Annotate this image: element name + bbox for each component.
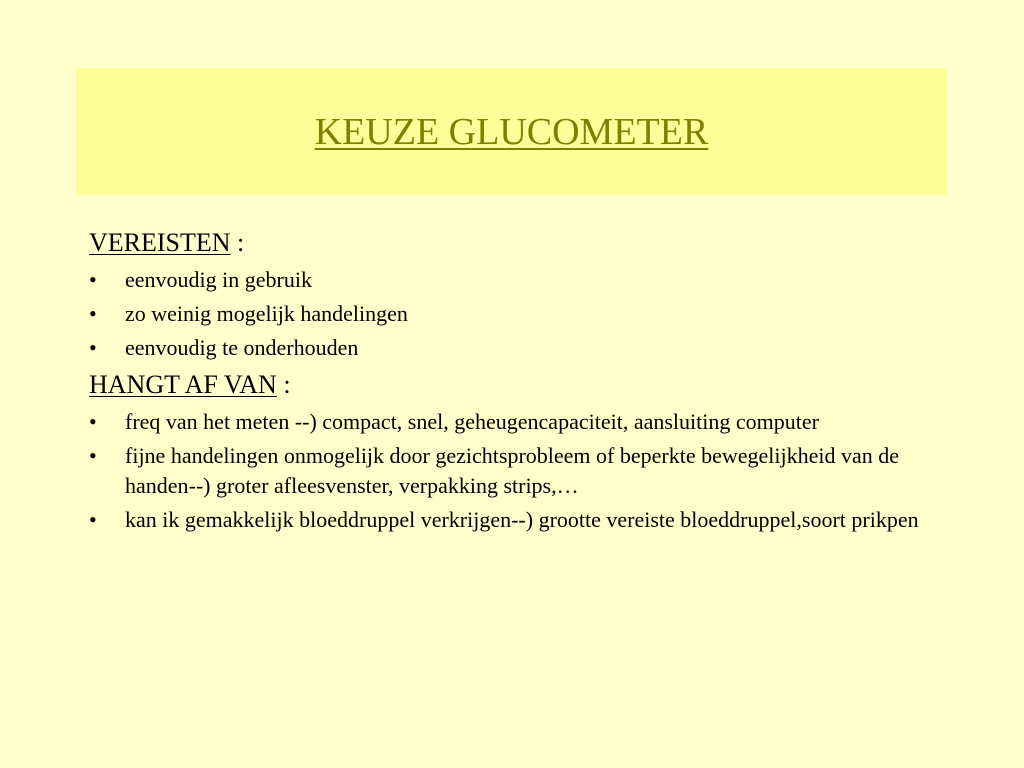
bullet-icon: • (89, 335, 97, 360)
list-item (89, 333, 939, 363)
list-item-text: freq van het meten --) compact, snel, geheugencapaciteit, aansluiting computer (125, 409, 819, 434)
list-item (89, 441, 939, 501)
list-item (89, 265, 939, 295)
list-item-text: kan ik gemakkelijk bloeddruppel verkrijgen--) grootte vereiste bloeddruppel,soort prikpen (125, 507, 919, 532)
bullet-icon: • (89, 443, 97, 468)
requirements-list (89, 265, 939, 363)
section-heading-label: HANGT AF VAN (89, 370, 277, 399)
section-heading-suffix: : (230, 228, 245, 257)
factors-list (89, 407, 939, 535)
bullet-icon: • (89, 507, 97, 532)
slide-content (89, 225, 939, 539)
section-heading-requirements (89, 225, 939, 261)
slide-title: KEUZE GLUCOMETER (314, 110, 709, 153)
bullet-icon: • (89, 301, 97, 326)
list-item-text: zo weinig mogelijk handelingen (125, 301, 408, 326)
list-item-text: eenvoudig te onderhouden (125, 335, 359, 360)
list-item-text: fijne handelingen onmogelijk door gezichtsprobleem of beperkte bewegelijkheid van de handen--) groter afleesvenster, verpakking strips,… (125, 443, 900, 498)
list-item (89, 299, 939, 329)
title-box (76, 68, 947, 195)
section-heading-depends-on (89, 367, 939, 403)
section-heading-suffix: : (276, 370, 291, 399)
list-item (89, 505, 939, 535)
section-heading-label: VEREISTEN (89, 228, 231, 257)
list-item-text: eenvoudig in gebruik (125, 267, 312, 292)
bullet-icon: • (89, 267, 97, 292)
list-item (89, 407, 939, 437)
bullet-icon: • (89, 409, 97, 434)
